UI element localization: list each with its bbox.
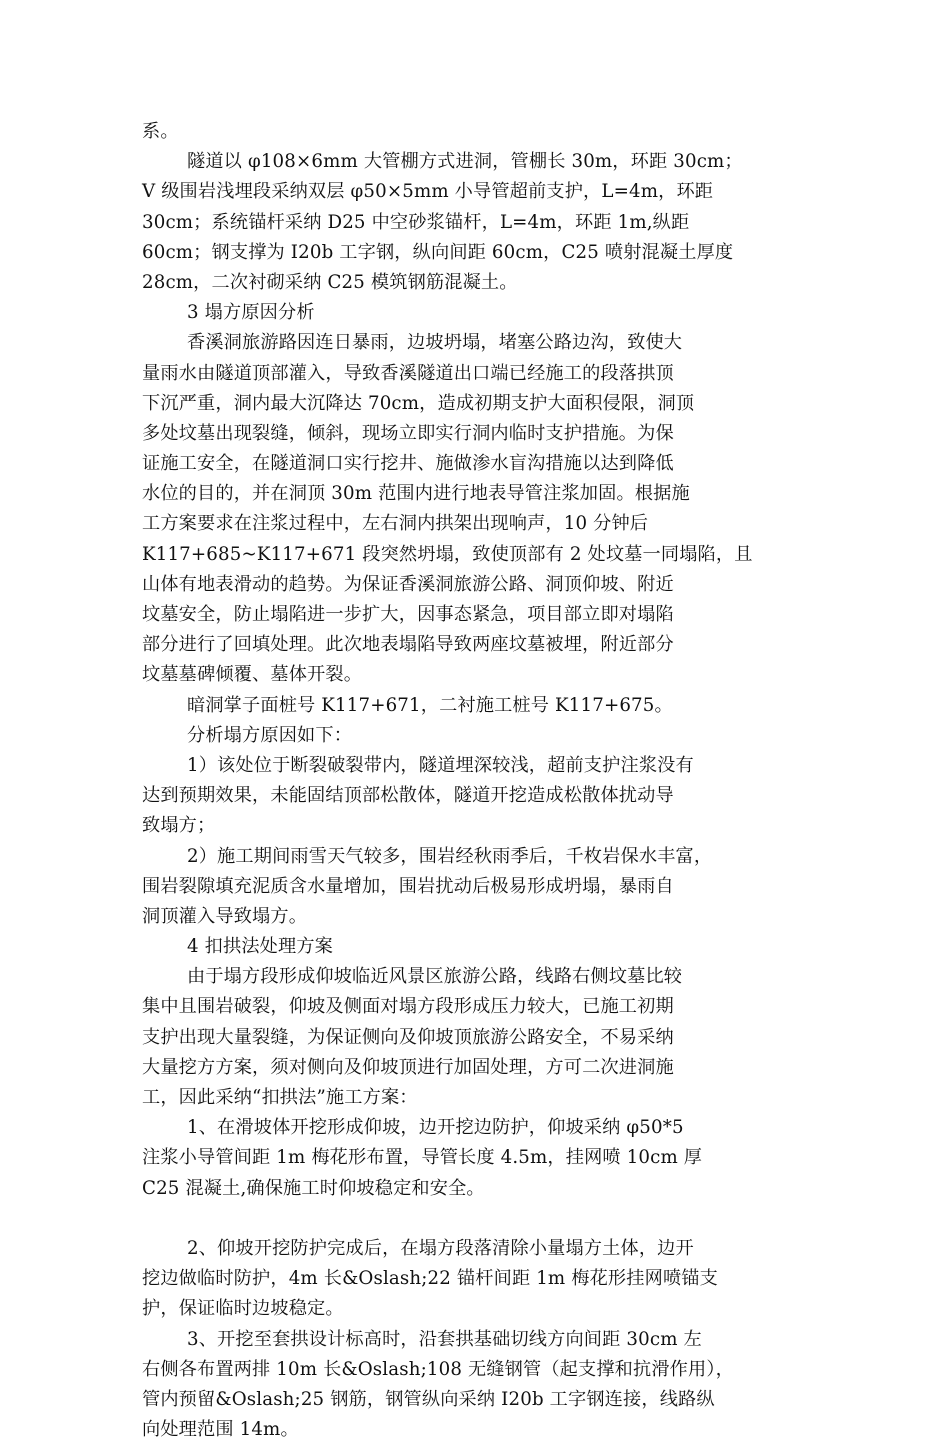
text-line: 山体有地表滑动的趋势。为保证香溪洞旅游公路、洞顶仰坡、附近	[142, 573, 674, 595]
paragraph-first-line: 4 扣拱法处理方案	[187, 936, 334, 958]
paragraph-first-line: 由于塌方段形成仰坡临近风景区旅游公路，线路右侧坟墓比较	[187, 966, 683, 988]
text-line: K117+685~K117+671 段突然坍塌，致使顶部有 2 处坟墓一同塌陷，且	[142, 543, 753, 565]
paragraph-first-line: 隧道以 φ108×6mm 大管棚方式进洞，管棚长 30m，环距 30cm；	[187, 151, 743, 173]
paragraph-first-line: 2）施工期间雨雪天气较多，围岩经秋雨季后，千枚岩保水丰富，	[187, 845, 713, 867]
text-line: 注浆小导管间距 1m 梅花形布置，导管长度 4.5m，挂网喷 10cm 厚	[142, 1147, 703, 1169]
text-line: 护，保证临时边坡稳定。	[142, 1298, 344, 1320]
text-line: 工方案要求在注浆过程中，左右洞内拱架出现响声，10 分钟后	[142, 513, 649, 535]
text-line: 挖边做临时防护，4m 长&Oslash;22 锚杆间距 1m 梅花形挂网喷锚支	[142, 1268, 718, 1290]
document-body	[142, 117, 814, 1445]
text-line: 坟墓安全，防止塌陷进一步扩大，因事态紧急，项目部立即对塌陷	[142, 604, 674, 625]
text-line: 60cm；钢支撑为 I20b 工字钢，纵向间距 60cm，C25 喷射混凝土厚度	[142, 241, 734, 263]
text-line: 28cm，二次衬砌采纳 C25 模筑钢筋混凝土。	[142, 271, 518, 293]
paragraph-first-line: 1、在滑坡体开挖形成仰坡，边开挖边防护，仰坡采纳 φ50*5	[187, 1117, 684, 1139]
text-line: 下沉严重，洞内最大沉降达 70cm，造成初期支护大面积侵限，洞顶	[142, 392, 695, 414]
text-line: 多处坟墓出现裂缝，倾斜，现场立即实行洞内临时支护措施。为保	[142, 422, 674, 444]
text-line: 30cm；系统锚杆采纳 D25 中空砂浆锚杆，L=4m，环距 1m,纵距	[142, 211, 690, 233]
paragraph-first-line: 1）该处位于断裂破裂带内，隧道埋深较浅，超前支护注浆没有	[187, 754, 694, 776]
text-line: 坟墓墓碑倾覆、墓体开裂。	[142, 664, 363, 686]
text-line: 致塌方；	[142, 815, 216, 837]
paragraph-first-line: 3 塌方原因分析	[187, 302, 315, 324]
paragraph-first-line: 分析塌方原因如下：	[187, 724, 353, 746]
blank-line	[142, 1204, 814, 1234]
text-line: 工，因此采纳“扣拱法”施工方案：	[142, 1087, 418, 1108]
text-line: 集中且围岩破裂，仰坡及侧面对塌方段形成压力较大，已施工初期	[142, 996, 674, 1018]
paragraph-first-line: 3、开挖至套拱设计标高时，沿套拱基础切线方向间距 30cm 左	[187, 1328, 702, 1350]
text-line: 围岩裂隙填充泥质含水量增加，围岩扰动后极易形成坍塌，暴雨自	[142, 875, 674, 897]
text-line: 管内预留&Oslash;25 钢筋，钢管纵向采纳 I20b 工字钢连接，线路纵	[142, 1388, 715, 1410]
text-line: 达到预期效果，未能固结顶部松散体，隧道开挖造成松散体扰动导	[142, 785, 674, 807]
text-line: 支护出现大量裂缝，为保证侧向及仰坡顶旅游公路安全，不易采纳	[142, 1026, 674, 1048]
text-line: 量雨水由隧道顶部灌入，导致香溪隧道出口端已经施工的段落拱顶	[142, 362, 674, 384]
paragraph-first-line: 香溪洞旅游路因连日暴雨，边坡坍塌，堵塞公路边沟，致使大	[187, 332, 683, 354]
text-line: 右侧各布置两排 10m 长&Oslash;108 无缝钢管（起支撑和抗滑作用），	[142, 1358, 734, 1380]
text-line: 洞顶灌入导致塌方。	[142, 905, 308, 927]
text-line: 部分进行了回填处理。此次地表塌陷导致两座坟墓被埋，附近部分	[142, 634, 674, 656]
text-line: 向处理范围 14m。	[142, 1419, 299, 1441]
text-line: 系。	[142, 121, 179, 142]
paragraph-first-line: 2、仰坡开挖防护完成后，在塌方段落清除小量塌方土体，边开	[187, 1237, 694, 1259]
text-line: 大量挖方方案，须对侧向及仰坡顶进行加固处理，方可二次进洞施	[142, 1056, 674, 1078]
text-line: 证施工安全，在隧道洞口实行挖井、施做渗水盲沟措施以达到降低	[142, 453, 674, 475]
paragraph-first-line: 暗洞掌子面桩号 K117+671，二衬施工桩号 K117+675。	[187, 694, 673, 716]
text-line: C25 混凝土,确保施工时仰坡稳定和安全。	[142, 1177, 485, 1199]
text-line: 水位的目的，并在洞顶 30m 范围内进行地表导管注浆加固。根据施	[142, 483, 690, 505]
text-line: V 级围岩浅埋段采纳双层 φ50×5mm 小导管超前支护，L=4m，环距	[142, 181, 714, 203]
